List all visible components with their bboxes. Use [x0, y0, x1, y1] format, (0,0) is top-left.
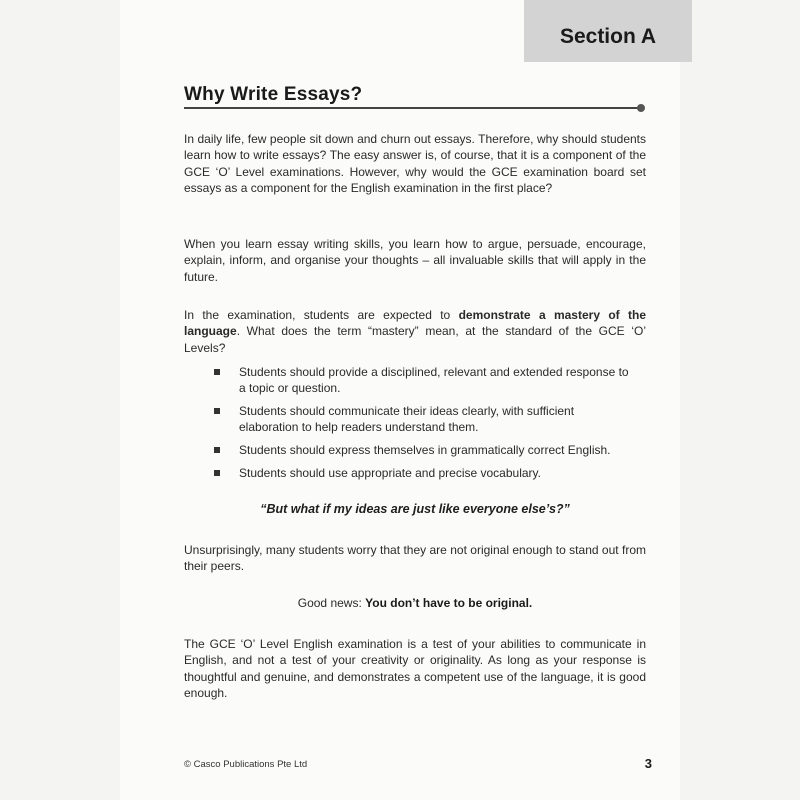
paragraph-skills: When you learn essay writing skills, you learn how to argue, persuade, encourage, explain, inform, and organise your thoughts – all invaluable skills that will apply in the future. [184, 237, 646, 284]
square-bullet-icon [214, 369, 220, 375]
paragraph-mastery [184, 307, 646, 356]
copyright-notice: © Casco Publications Pte Ltd [184, 759, 308, 770]
list-item-text: Students should communicate their ideas clearly, with sufficient elaboration to help readers understand them. [239, 404, 575, 435]
list-item-text: Students should provide a disciplined, relevant and extended response to a topic or question. [239, 365, 629, 396]
square-bullet-icon [214, 447, 220, 453]
paragraph-conclusion: The GCE ‘O’ Level English examination is a test of your abilities to communicate in English, and not a test of your creativity or originality. As long as your response is thoughtful and genuine, and demonstrates a competent use of the language, it is good enough. [184, 637, 646, 700]
title-underline-dot [637, 104, 645, 112]
list-item-text: Students should express themselves in grammatically correct English. [239, 443, 611, 458]
paragraph-mastery-text-before: In the examination, students are expected to [184, 308, 459, 322]
paragraph-intro: In daily life, few people sit down and churn out essays. Therefore, why should students learn how to write essays? The easy answer is, of course, that it is a component of the GCE ‘O’ Level examinations. However, why would the GCE examination board set essays as a component for the English examination in the first place? [184, 132, 646, 195]
list-item [214, 364, 634, 397]
section-tab [524, 0, 692, 62]
list-item-text: Students should use appropriate and precise vocabulary. [239, 465, 541, 480]
paragraph-mastery-emphasis: demonstrate a mastery of the language [184, 308, 647, 339]
page-title: Why Write Essays? [184, 84, 363, 105]
good-news-emphasis: You don’t have to be original. [365, 596, 533, 610]
list-item [214, 442, 634, 458]
title-underline [184, 107, 642, 109]
good-news-line [184, 596, 646, 610]
square-bullet-icon [214, 470, 220, 476]
page-number: 3 [644, 756, 652, 771]
mastery-criteria-list [214, 364, 634, 488]
list-item [214, 403, 634, 436]
list-item [214, 465, 634, 481]
square-bullet-icon [214, 408, 220, 414]
good-news-label: Good news: [297, 596, 366, 610]
section-tab-label: Section A [559, 25, 657, 48]
paragraph-originality-worry: Unsurprisingly, many students worry that they are not original enough to stand out from their peers. [184, 543, 646, 574]
pull-quote: “But what if my ideas are just like everyone else’s?” [260, 502, 570, 516]
paragraph-mastery-text-after: . What does the term “mastery” mean, at the standard of the GCE ‘O’ Levels? [184, 324, 646, 355]
